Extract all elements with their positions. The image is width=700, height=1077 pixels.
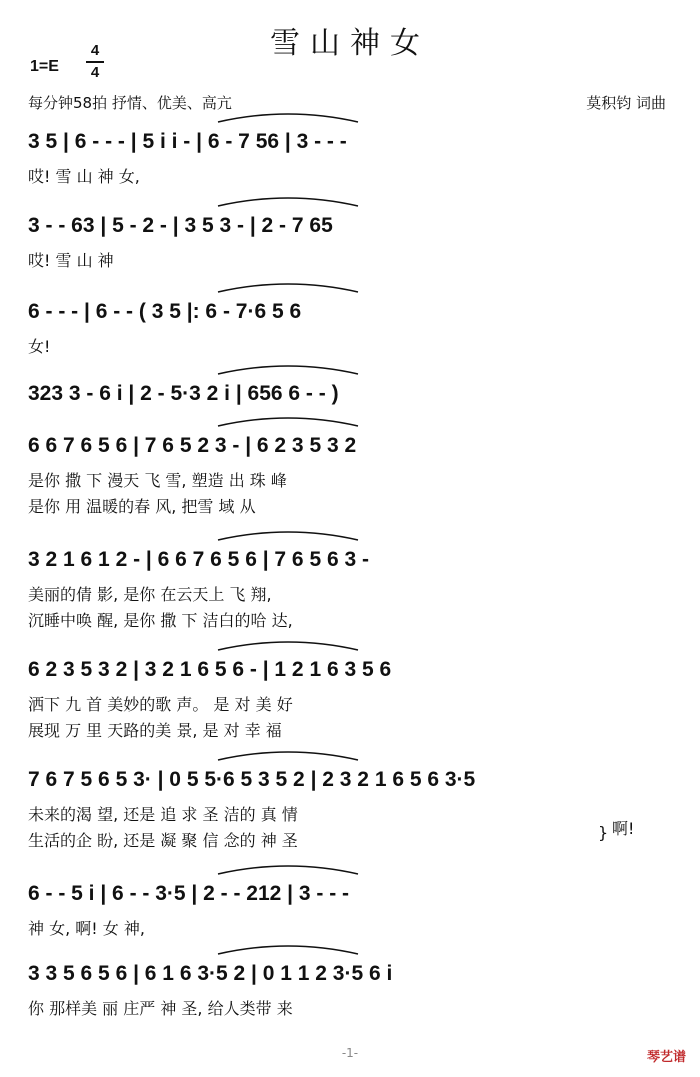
slur-mark [218,532,358,540]
lyric-line-2: 展现 万 里 天路的美 景, 是 对 幸 福 [28,721,282,740]
note-line: 3 - - 63 | 5 - 2 - | 3 5 3 - | 2 - 7 65 [28,214,333,237]
lyric-line: 哎! 雪 山 神 [28,251,114,270]
slur-mark [218,284,358,292]
slur-mark [218,198,358,206]
lyric-line-2: 是你 用 温暖的春 风, 把雪 域 从 [28,497,256,516]
note-line: 6 - - 5 i | 6 - - 3·5 | 2 - - 212 | 3 - - - [28,882,350,905]
lyric-line: 女! [28,337,51,356]
slur-mark [218,642,358,650]
lyric-line-2: 沉睡中唤 醒, 是你 撒 下 洁白的哈 达, [28,611,293,630]
exclamation-lyric: 啊! [612,819,635,838]
slur-mark [218,946,358,954]
tempo-marking: 每分钟58拍 抒情、优美、高亢 [28,94,232,112]
score-row [28,532,369,630]
note-line: 6 - - - | 6 - - ( 3 5 |: 6 - 7·6 5 6 [28,300,302,323]
author-credit: 莫积钧 词曲 [586,94,666,112]
score-row [28,642,391,740]
note-line: 6 2 3 5 3 2 | 3 2 1 6 5 6 - | 1 2 1 6 3 5 6 [28,658,392,681]
site-logo: 琴艺谱 [646,1050,686,1065]
slur-mark [218,366,358,374]
slur-mark [218,114,358,122]
page-number: -1- [341,1046,359,1060]
time-signature-top: 4 [90,42,100,59]
note-line: 3 5 | 6 - - - | 5 i i - | 6 - 7 56 | 3 - - - [28,130,347,153]
slur-mark [218,866,358,874]
lyric-line: 美丽的倩 影, 是你 在云天上 飞 翔, [28,585,272,604]
score-row [28,418,358,516]
note-line: 323 3 - 6 i | 2 - 5·3 2 i | 656 6 - - ) [28,382,339,405]
brace-mark: } [598,823,609,842]
lyric-line: 是你 撒 下 漫天 飞 雪, 塑造 出 珠 峰 [28,471,287,490]
page-title: 雪山神女 [270,26,430,61]
slur-mark [218,418,358,426]
key-signature: 1=E [30,58,59,75]
score-row [28,752,634,850]
lyric-line: 你 那样美 丽 庄严 神 圣, 给人类带 来 [28,999,293,1018]
lyric-line: 未来的渴 望, 还是 追 求 圣 洁的 真 情 [28,805,298,824]
score-row [28,946,392,1018]
score-row [28,366,358,405]
slur-mark [218,752,358,760]
lyric-line: 神 女, 啊! 女 神, [28,919,145,938]
note-line: 3 3 5 6 5 6 | 6 1 6 3·5 2 | 0 1 1 2 3·5 6 i [28,962,393,985]
score-row [28,114,358,186]
score-row [28,284,358,356]
note-line: 6 6 7 6 5 6 | 7 6 5 2 3 - | 6 2 3 5 3 2 [28,434,357,457]
score-row [28,198,358,270]
note-line: 3 2 1 6 1 2 - | 6 6 7 6 5 6 | 7 6 5 6 3 - [28,548,369,571]
lyric-line: 哎! 雪 山 神 女, [28,167,140,186]
lyric-line-2: 生活的企 盼, 还是 凝 聚 信 念的 神 圣 [28,831,298,850]
note-line: 7 6 7 5 6 5 3· | 0 5 5·6 5 3 5 2 | 2 3 2 1 6 5 6 3·5 [28,768,476,791]
score-row [28,866,358,938]
lyric-line: 洒下 九 首 美妙的歌 声。 是 对 美 好 [28,695,293,714]
time-signature-bottom: 4 [90,64,100,81]
